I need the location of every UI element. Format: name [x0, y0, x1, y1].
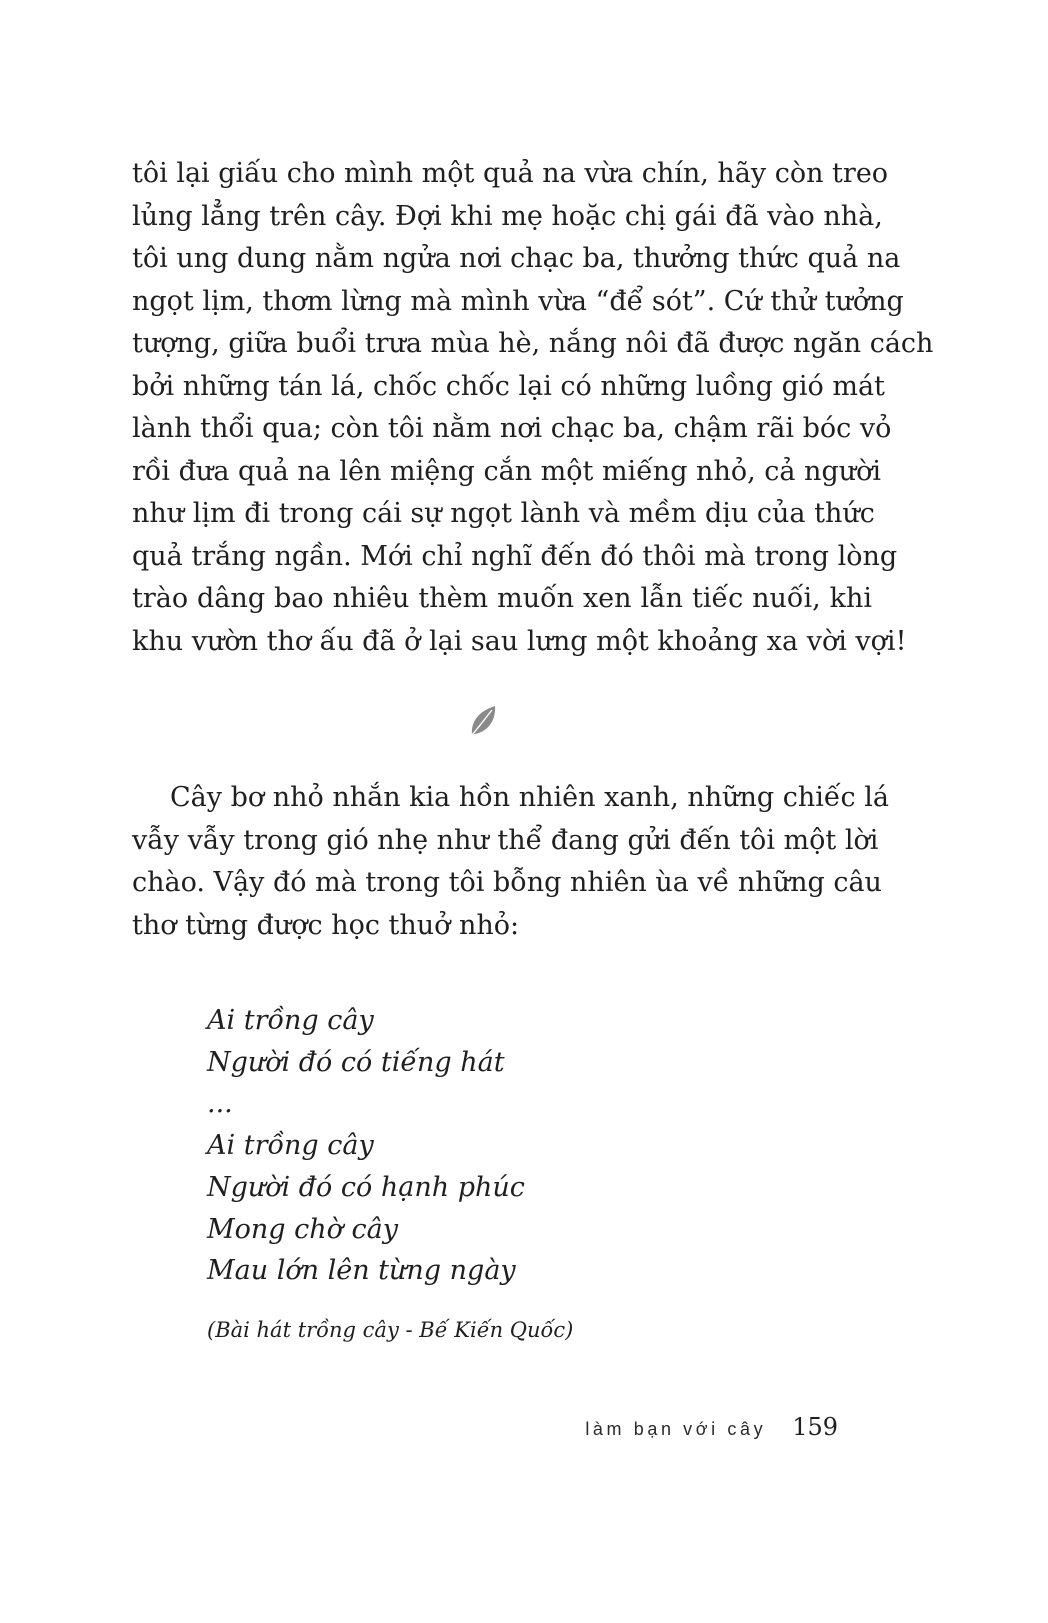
poem-line: Ai trồng cây — [207, 1130, 374, 1162]
poem-line: Người đó có hạnh phúc — [207, 1171, 525, 1203]
page-number: 159 — [792, 1413, 838, 1441]
poem — [207, 1000, 525, 1292]
leaf-icon — [468, 704, 498, 738]
paragraph-line: vẫy vẫy trong gió nhẹ như thể đang gửi đến tôi một lời — [132, 824, 879, 856]
paragraph-line: rồi đưa quả na lên miệng cắn một miếng nhỏ, cả người — [132, 455, 882, 487]
paragraph-line: trào dâng bao nhiêu thèm muốn xen lẫn tiếc nuối, khi — [132, 583, 872, 614]
paragraph-line: quả trắng ngần. Mới chỉ nghĩ đến đó thôi mà trong lòng — [132, 540, 898, 572]
paragraph-2 — [132, 777, 889, 947]
paragraph-line: lủng lẳng trên cây. Đợi khi mẹ hoặc chị gái đã vào nhà, — [132, 200, 883, 232]
paragraph-line: tôi lại giấu cho mình một quả na vừa chín, hãy còn treo — [132, 158, 889, 189]
poem-citation: (Bài hát trồng cây - Bế Kiến Quốc) — [207, 1318, 574, 1342]
paragraph-line: thơ từng được học thuở nhỏ: — [132, 909, 520, 941]
poem-line: Mau lớn lên từng ngày — [207, 1255, 516, 1287]
paragraph-line: lành thổi qua; còn tôi nằm nơi chạc ba, chậm rãi bóc vỏ — [132, 413, 892, 444]
paragraph-line: như lịm đi trong cái sự ngọt lành và mềm dịu của thức — [132, 498, 875, 529]
paragraph-line: ngọt lịm, thơm lừng mà mình vừa “để sót”. Cứ thử tưởng — [132, 285, 904, 317]
page-footer — [585, 1413, 838, 1441]
paragraph-line: Cây bơ nhỏ nhắn kia hồn nhiên xanh, những chiếc lá — [170, 782, 889, 813]
paragraph-line: tôi ung dung nằm ngửa nơi chạc ba, thưởng thức quả na — [132, 243, 901, 274]
paragraph-line: bởi những tán lá, chốc chốc lại có những luồng gió mát — [132, 370, 885, 402]
paragraph-1 — [132, 153, 934, 663]
poem-line: Mong chờ cây — [207, 1213, 398, 1245]
poem-line: Ai trồng cây — [207, 1005, 374, 1036]
poem-line: ... — [207, 1088, 233, 1120]
running-title: làm bạn với cây — [585, 1419, 767, 1439]
paragraph-line: tượng, giữa buổi trưa mùa hè, nắng nôi đã được ngăn cách — [132, 328, 934, 359]
paragraph-line: khu vườn thơ ấu đã ở lại sau lưng một khoảng xa vời vợi! — [132, 625, 907, 657]
poem-line: Người đó có tiếng hát — [207, 1046, 505, 1078]
paragraph-line: chào. Vậy đó mà trong tôi bỗng nhiên ùa về những câu — [132, 867, 882, 898]
